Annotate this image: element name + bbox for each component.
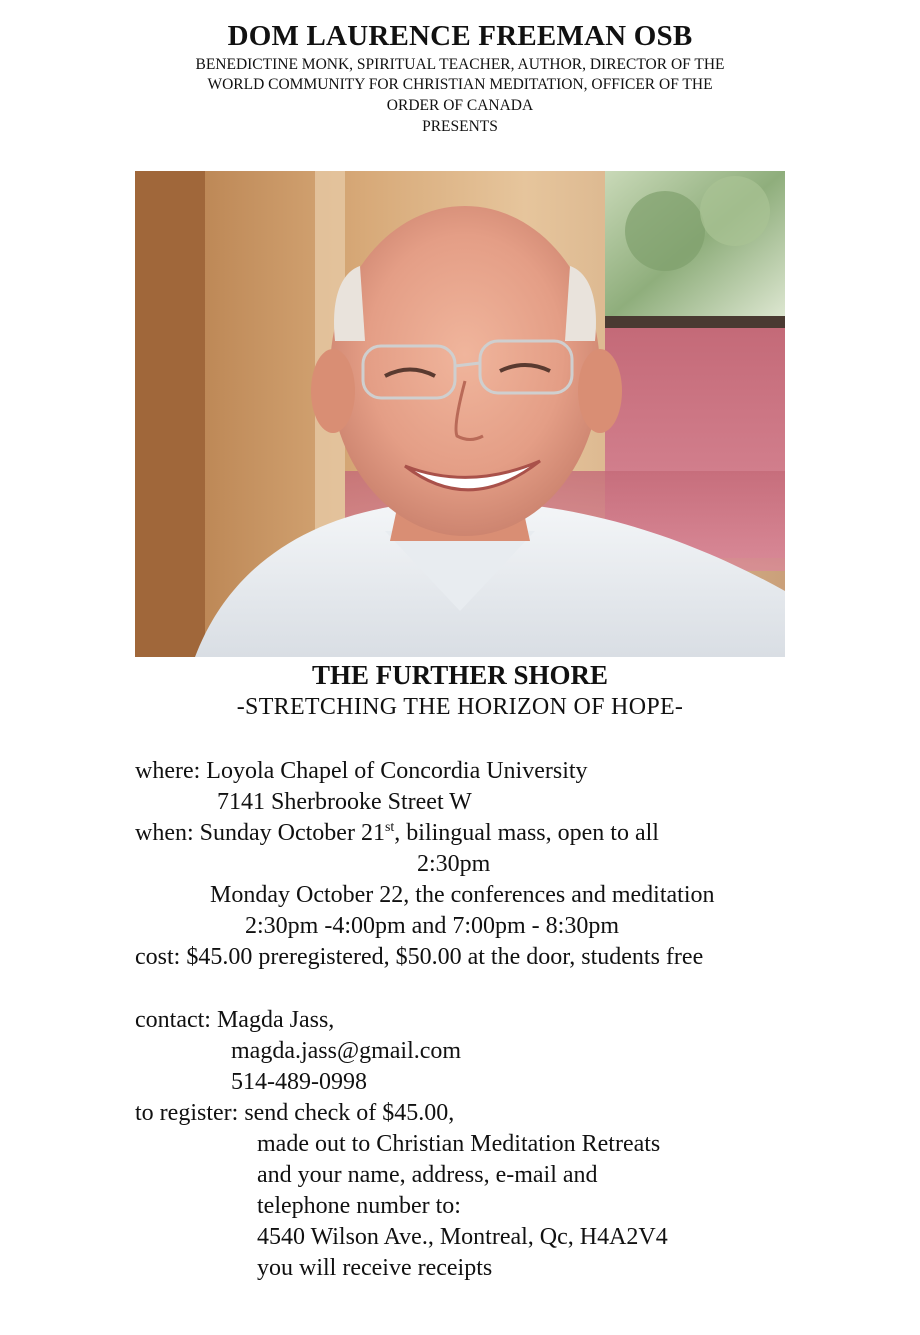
speaker-portrait-photo [135, 171, 785, 657]
when-label: when: [135, 820, 194, 846]
presents-label: PRESENTS [422, 118, 498, 135]
contact-label: contact: [135, 1007, 211, 1033]
where-label: where: [135, 758, 201, 784]
when-sunday-date: Sunday October 21 [199, 820, 385, 846]
contact-line [135, 1006, 334, 1034]
contact-email[interactable]: magda.jass@gmail.com [231, 1038, 462, 1064]
cost-value: $45.00 preregistered, $50.00 at the door, students free [186, 944, 704, 970]
register-line [135, 1099, 454, 1127]
where-line [135, 757, 588, 785]
register-label: to register: [135, 1100, 239, 1126]
when-monday-times: 2:30pm -4:00pm and 7:00pm - 8:30pm [245, 913, 619, 939]
where-value: Loyola Chapel of Concordia University [206, 758, 588, 784]
register-receipts-note: you will receive receipts [257, 1255, 493, 1281]
register-step-3: and your name, address, e-mail and [257, 1162, 598, 1188]
when-sunday-ordinal: st [384, 820, 395, 835]
cost-line [135, 943, 703, 971]
contact-name: Magda Jass, [216, 1007, 335, 1033]
speaker-name: DOM LAURENCE FREEMAN OSB [227, 20, 693, 52]
speaker-credentials-line-1: BENEDICTINE MONK, SPIRITUAL TEACHER, AUTHOR, DIRECTOR OF THE [195, 56, 725, 73]
register-step-1: send check of $45.00, [244, 1100, 455, 1126]
register-mailing-address: 4540 Wilson Ave., Montreal, Qc, H4A2V4 [257, 1224, 668, 1250]
register-step-2: made out to Christian Meditation Retreats [257, 1131, 661, 1157]
event-title: THE FURTHER SHORE [311, 660, 609, 690]
cost-label: cost: [135, 944, 181, 970]
speaker-credentials-line-3: ORDER OF CANADA [386, 97, 534, 114]
portrait-illustration [135, 171, 785, 657]
speaker-credentials-line-2: WORLD COMMUNITY FOR CHRISTIAN MEDITATION, OFFICER OF THE [207, 76, 713, 93]
when-sunday-line [135, 819, 659, 847]
register-step-4: telephone number to: [257, 1193, 461, 1219]
when-sunday-time: 2:30pm [417, 851, 491, 877]
event-subtitle: -STRETCHING THE HORIZON OF HOPE- [236, 694, 684, 720]
when-sunday-description: , bilingual mass, open to all [394, 820, 659, 846]
when-monday-line: Monday October 22, the conferences and meditation [210, 882, 715, 908]
contact-phone: 514-489-0998 [231, 1069, 367, 1095]
where-address: 7141 Sherbrooke Street W [217, 789, 472, 815]
